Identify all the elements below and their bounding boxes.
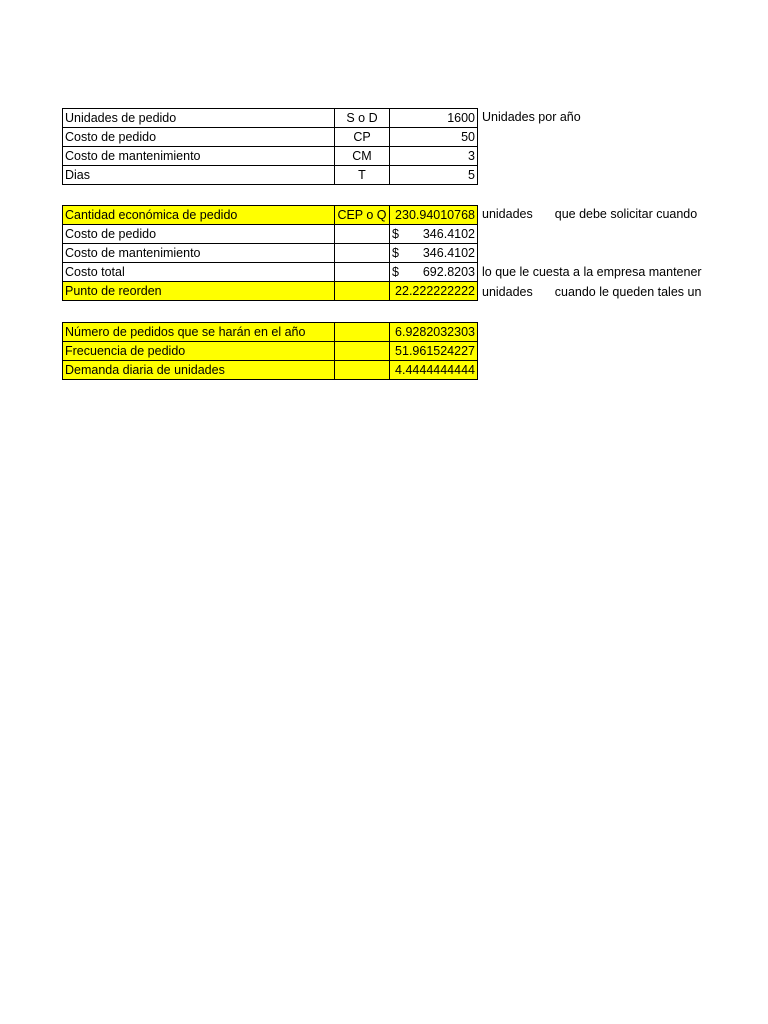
cell-value[interactable]: 5 [390, 166, 478, 185]
note-text: que debe solicitar cuando [554, 207, 698, 221]
money-amount: 346.4102 [422, 246, 475, 260]
cell-symbol[interactable]: CM [335, 147, 390, 166]
cell-label[interactable]: Número de pedidos que se harán en el año [63, 323, 335, 342]
table-row [63, 109, 478, 128]
cell-value[interactable] [390, 263, 478, 282]
cell-value[interactable]: 230.94010768 [390, 206, 478, 225]
note-total-cost [482, 263, 702, 282]
table-row [63, 244, 478, 263]
cell-value[interactable] [390, 244, 478, 263]
cell-value[interactable]: 1600 [390, 109, 478, 128]
table-row [63, 361, 478, 380]
cell-symbol[interactable] [335, 361, 390, 380]
cell-label[interactable]: Costo de pedido [63, 128, 335, 147]
cell-symbol[interactable]: CP [335, 128, 390, 147]
cell-label[interactable]: Dias [63, 166, 335, 185]
cell-label[interactable]: Cantidad económica de pedido [63, 206, 335, 225]
note-text: lo que le cuesta a la empresa mantener [482, 265, 702, 279]
note-eoq [482, 205, 697, 224]
cell-value[interactable]: 22.222222222 [390, 282, 478, 301]
cell-symbol[interactable] [335, 323, 390, 342]
currency-symbol: $ [392, 265, 399, 279]
cell-symbol[interactable] [335, 244, 390, 263]
note-unit: unidades [482, 285, 533, 299]
currency-symbol: $ [392, 227, 399, 241]
cell-label[interactable]: Costo de mantenimiento [63, 147, 335, 166]
note-text: cuando le queden tales un [554, 285, 702, 299]
cell-label[interactable]: Punto de reorden [63, 282, 335, 301]
cell-symbol[interactable]: S o D [335, 109, 390, 128]
cell-label[interactable]: Unidades de pedido [63, 109, 335, 128]
order-stats-table [62, 322, 478, 380]
cell-value[interactable]: 4.4444444444 [390, 361, 478, 380]
cell-value[interactable] [390, 225, 478, 244]
input-parameters-table [62, 108, 478, 185]
cell-symbol[interactable]: CEP o Q [335, 206, 390, 225]
currency-symbol: $ [392, 246, 399, 260]
eoq-results-table [62, 205, 478, 301]
note-units-per-year: Unidades por año [482, 110, 581, 124]
cell-label[interactable]: Frecuencia de pedido [63, 342, 335, 361]
cell-symbol[interactable] [335, 225, 390, 244]
cell-value[interactable]: 3 [390, 147, 478, 166]
cell-label[interactable]: Costo de mantenimiento [63, 244, 335, 263]
table-row [63, 323, 478, 342]
cell-label[interactable]: Costo total [63, 263, 335, 282]
cell-value[interactable]: 50 [390, 128, 478, 147]
cell-label[interactable]: Demanda diaria de unidades [63, 361, 335, 380]
money-amount: 692.8203 [422, 265, 475, 279]
table-row [63, 282, 478, 301]
cell-label[interactable]: Costo de pedido [63, 225, 335, 244]
cell-symbol[interactable] [335, 342, 390, 361]
table-row [63, 206, 478, 225]
note-unit: unidades [482, 207, 533, 221]
cell-value[interactable]: 6.9282032303 [390, 323, 478, 342]
cell-symbol[interactable] [335, 263, 390, 282]
cell-symbol[interactable] [335, 282, 390, 301]
table-row [63, 225, 478, 244]
table-row [63, 128, 478, 147]
table-row [63, 263, 478, 282]
cell-value[interactable]: 51.961524227 [390, 342, 478, 361]
money-amount: 346.4102 [422, 227, 475, 241]
table-row [63, 147, 478, 166]
cell-symbol[interactable]: T [335, 166, 390, 185]
table-row [63, 166, 478, 185]
table-row [63, 342, 478, 361]
note-reorder-point [482, 283, 701, 302]
